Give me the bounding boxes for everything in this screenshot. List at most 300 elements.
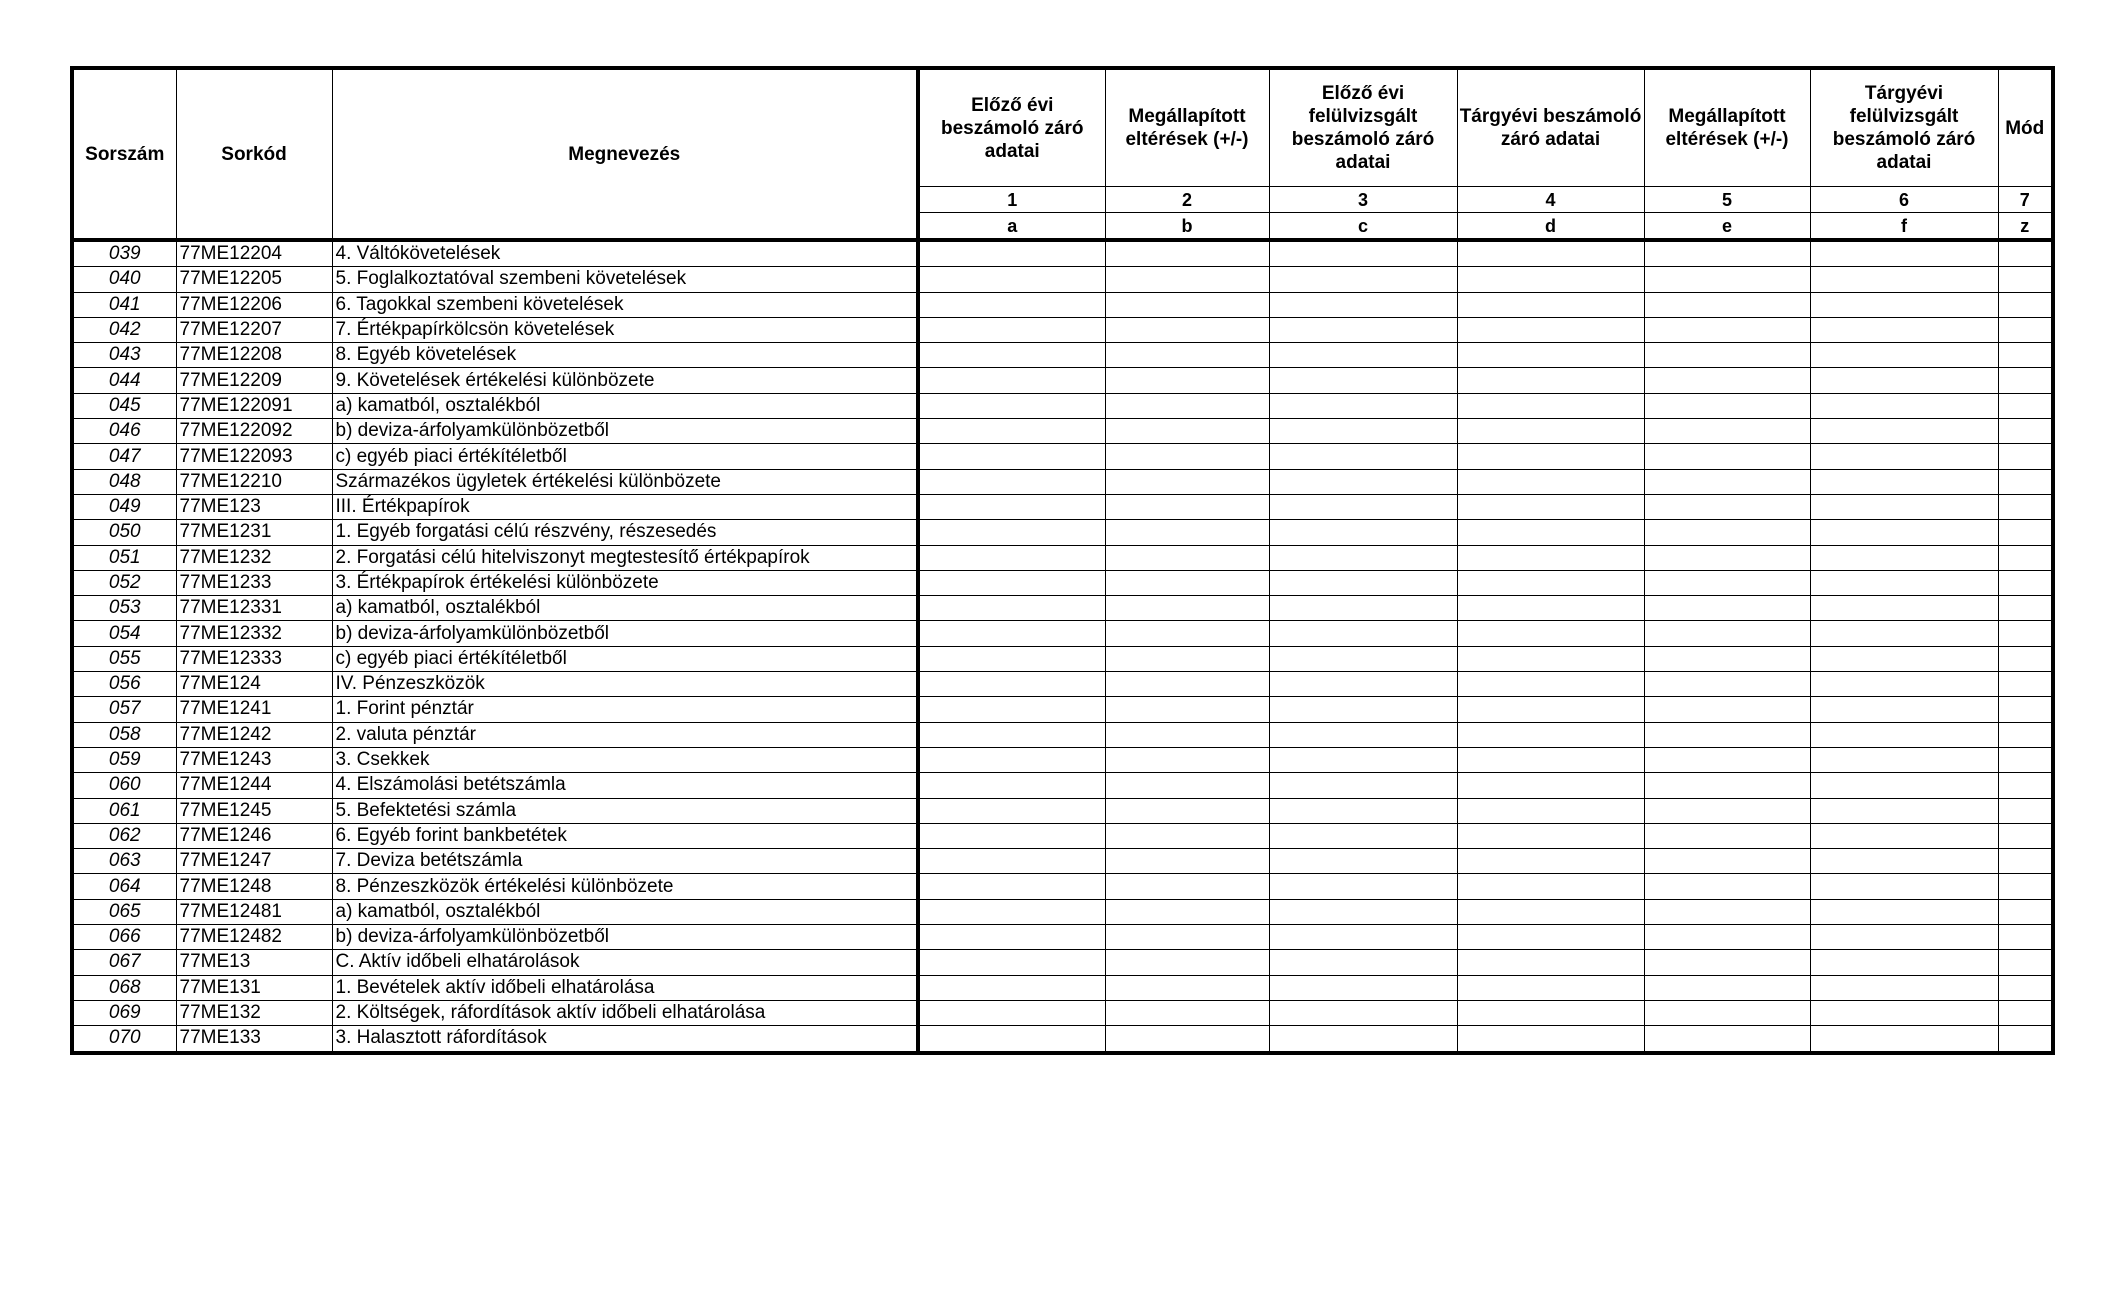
value-cell-b[interactable] — [1105, 672, 1269, 697]
row-sorszam: 052 — [72, 570, 176, 595]
value-cell-b[interactable] — [1105, 545, 1269, 570]
header-letter-a: a — [918, 213, 1105, 241]
value-cell-f[interactable] — [1810, 317, 1998, 342]
value-cell-b[interactable] — [1105, 722, 1269, 747]
value-cell-c[interactable] — [1269, 925, 1457, 950]
value-cell-b[interactable] — [1105, 368, 1269, 393]
value-cell-z[interactable] — [1998, 469, 2053, 494]
value-cell-f[interactable] — [1810, 798, 1998, 823]
value-cell-d[interactable] — [1457, 393, 1644, 418]
value-cell-c[interactable] — [1269, 874, 1457, 899]
value-cell-z[interactable] — [1998, 545, 2053, 570]
value-cell-a[interactable] — [918, 849, 1105, 874]
value-cell-e[interactable] — [1644, 570, 1810, 595]
value-cell-z[interactable] — [1998, 798, 2053, 823]
value-cell-d[interactable] — [1457, 899, 1644, 924]
row-sorszam: 055 — [72, 646, 176, 671]
value-cell-f[interactable] — [1810, 823, 1998, 848]
value-cell-b[interactable] — [1105, 292, 1269, 317]
value-cell-c[interactable] — [1269, 823, 1457, 848]
value-cell-d[interactable] — [1457, 672, 1644, 697]
value-cell-a[interactable] — [918, 393, 1105, 418]
row-sorszam: 070 — [72, 1026, 176, 1053]
value-cell-b[interactable] — [1105, 874, 1269, 899]
value-cell-a[interactable] — [918, 899, 1105, 924]
value-cell-e[interactable] — [1644, 317, 1810, 342]
table-row — [72, 596, 2053, 621]
value-cell-c[interactable] — [1269, 368, 1457, 393]
row-sorszam: 062 — [72, 823, 176, 848]
value-cell-f[interactable] — [1810, 621, 1998, 646]
row-megnevezes: 9. Követelések értékelési különbözete — [332, 368, 918, 393]
value-cell-f[interactable] — [1810, 444, 1998, 469]
header-num-1: 1 — [918, 187, 1105, 213]
value-cell-b[interactable] — [1105, 697, 1269, 722]
value-cell-c[interactable] — [1269, 773, 1457, 798]
value-cell-c[interactable] — [1269, 950, 1457, 975]
table-row — [72, 368, 2053, 393]
table-row — [72, 469, 2053, 494]
value-cell-z[interactable] — [1998, 621, 2053, 646]
row-sorkod: 77ME1233 — [176, 570, 332, 595]
value-cell-f[interactable] — [1810, 773, 1998, 798]
value-cell-c[interactable] — [1269, 292, 1457, 317]
value-cell-a[interactable] — [918, 494, 1105, 519]
value-cell-c[interactable] — [1269, 1000, 1457, 1025]
row-sorszam: 048 — [72, 469, 176, 494]
value-cell-f[interactable] — [1810, 1026, 1998, 1053]
value-cell-b[interactable] — [1105, 393, 1269, 418]
value-cell-d[interactable] — [1457, 469, 1644, 494]
value-cell-f[interactable] — [1810, 596, 1998, 621]
value-cell-b[interactable] — [1105, 621, 1269, 646]
value-cell-e[interactable] — [1644, 773, 1810, 798]
row-sorszam: 065 — [72, 899, 176, 924]
value-cell-e[interactable] — [1644, 469, 1810, 494]
value-cell-e[interactable] — [1644, 798, 1810, 823]
value-cell-c[interactable] — [1269, 722, 1457, 747]
value-cell-f[interactable] — [1810, 874, 1998, 899]
value-cell-a[interactable] — [918, 747, 1105, 772]
value-cell-b[interactable] — [1105, 494, 1269, 519]
value-cell-b[interactable] — [1105, 925, 1269, 950]
value-cell-z[interactable] — [1998, 747, 2053, 772]
value-cell-c[interactable] — [1269, 444, 1457, 469]
value-cell-f[interactable] — [1810, 545, 1998, 570]
value-cell-c[interactable] — [1269, 545, 1457, 570]
table-row — [72, 1000, 2053, 1025]
value-cell-a[interactable] — [918, 621, 1105, 646]
value-cell-f[interactable] — [1810, 722, 1998, 747]
value-cell-f[interactable] — [1810, 899, 1998, 924]
value-cell-a[interactable] — [918, 798, 1105, 823]
value-cell-e[interactable] — [1644, 444, 1810, 469]
value-cell-a[interactable] — [918, 773, 1105, 798]
value-cell-b[interactable] — [1105, 975, 1269, 1000]
value-cell-e[interactable] — [1644, 240, 1810, 267]
value-cell-d[interactable] — [1457, 1000, 1644, 1025]
value-cell-c[interactable] — [1269, 520, 1457, 545]
value-cell-z[interactable] — [1998, 1000, 2053, 1025]
value-cell-b[interactable] — [1105, 570, 1269, 595]
value-cell-e[interactable] — [1644, 747, 1810, 772]
value-cell-b[interactable] — [1105, 849, 1269, 874]
value-cell-z[interactable] — [1998, 722, 2053, 747]
value-cell-c[interactable] — [1269, 899, 1457, 924]
table-row — [72, 925, 2053, 950]
value-cell-c[interactable] — [1269, 267, 1457, 292]
row-megnevezes: a) kamatból, osztalékból — [332, 596, 918, 621]
value-cell-d[interactable] — [1457, 343, 1644, 368]
value-cell-c[interactable] — [1269, 570, 1457, 595]
header-num-2: 2 — [1105, 187, 1269, 213]
value-cell-b[interactable] — [1105, 520, 1269, 545]
table-row — [72, 317, 2053, 342]
value-cell-b[interactable] — [1105, 1000, 1269, 1025]
value-cell-c[interactable] — [1269, 975, 1457, 1000]
value-cell-d[interactable] — [1457, 267, 1644, 292]
row-megnevezes: 2. valuta pénztár — [332, 722, 918, 747]
value-cell-c[interactable] — [1269, 747, 1457, 772]
value-cell-b[interactable] — [1105, 444, 1269, 469]
value-cell-z[interactable] — [1998, 773, 2053, 798]
value-cell-b[interactable] — [1105, 240, 1269, 267]
value-cell-c[interactable] — [1269, 798, 1457, 823]
value-cell-a[interactable] — [918, 722, 1105, 747]
value-cell-a[interactable] — [918, 343, 1105, 368]
table-row — [72, 798, 2053, 823]
value-cell-e[interactable] — [1644, 874, 1810, 899]
value-cell-d[interactable] — [1457, 317, 1644, 342]
value-cell-e[interactable] — [1644, 697, 1810, 722]
value-cell-d[interactable] — [1457, 545, 1644, 570]
table-row — [72, 267, 2053, 292]
value-cell-f[interactable] — [1810, 646, 1998, 671]
row-megnevezes: 6. Tagokkal szembeni követelések — [332, 292, 918, 317]
row-megnevezes: b) deviza-árfolyamkülönbözetből — [332, 925, 918, 950]
value-cell-z[interactable] — [1998, 520, 2053, 545]
value-cell-a[interactable] — [918, 419, 1105, 444]
value-cell-z[interactable] — [1998, 393, 2053, 418]
value-cell-f[interactable] — [1810, 469, 1998, 494]
value-cell-d[interactable] — [1457, 368, 1644, 393]
value-cell-d[interactable] — [1457, 975, 1644, 1000]
value-cell-z[interactable] — [1998, 697, 2053, 722]
value-cell-e[interactable] — [1644, 343, 1810, 368]
value-cell-z[interactable] — [1998, 292, 2053, 317]
value-cell-d[interactable] — [1457, 950, 1644, 975]
row-sorkod: 77ME12210 — [176, 469, 332, 494]
value-cell-z[interactable] — [1998, 570, 2053, 595]
row-sorkod: 77ME1245 — [176, 798, 332, 823]
value-cell-b[interactable] — [1105, 317, 1269, 342]
header-letter-f: f — [1810, 213, 1998, 241]
value-cell-d[interactable] — [1457, 747, 1644, 772]
value-cell-f[interactable] — [1810, 1000, 1998, 1025]
value-cell-b[interactable] — [1105, 343, 1269, 368]
row-megnevezes: 7. Deviza betétszámla — [332, 849, 918, 874]
value-cell-b[interactable] — [1105, 596, 1269, 621]
header-sorkod: Sorkód — [176, 68, 332, 240]
value-cell-b[interactable] — [1105, 773, 1269, 798]
value-cell-f[interactable] — [1810, 697, 1998, 722]
value-cell-d[interactable] — [1457, 570, 1644, 595]
value-cell-f[interactable] — [1810, 292, 1998, 317]
value-cell-f[interactable] — [1810, 672, 1998, 697]
value-cell-d[interactable] — [1457, 494, 1644, 519]
row-megnevezes: 6. Egyéb forint bankbetétek — [332, 823, 918, 848]
value-cell-c[interactable] — [1269, 343, 1457, 368]
value-cell-b[interactable] — [1105, 823, 1269, 848]
value-cell-f[interactable] — [1810, 494, 1998, 519]
value-cell-a[interactable] — [918, 823, 1105, 848]
value-cell-b[interactable] — [1105, 747, 1269, 772]
row-sorszam: 044 — [72, 368, 176, 393]
table-row — [72, 975, 2053, 1000]
value-cell-e[interactable] — [1644, 823, 1810, 848]
value-cell-f[interactable] — [1810, 570, 1998, 595]
value-cell-z[interactable] — [1998, 494, 2053, 519]
value-cell-d[interactable] — [1457, 722, 1644, 747]
value-cell-z[interactable] — [1998, 1026, 2053, 1053]
row-sorszam: 058 — [72, 722, 176, 747]
value-cell-c[interactable] — [1269, 393, 1457, 418]
value-cell-a[interactable] — [918, 697, 1105, 722]
value-cell-f[interactable] — [1810, 975, 1998, 1000]
value-cell-a[interactable] — [918, 292, 1105, 317]
value-cell-a[interactable] — [918, 545, 1105, 570]
value-cell-f[interactable] — [1810, 747, 1998, 772]
value-cell-e[interactable] — [1644, 1000, 1810, 1025]
value-cell-b[interactable] — [1105, 646, 1269, 671]
value-cell-b[interactable] — [1105, 798, 1269, 823]
value-cell-a[interactable] — [918, 925, 1105, 950]
value-cell-e[interactable] — [1644, 494, 1810, 519]
row-sorkod: 77ME1231 — [176, 520, 332, 545]
value-cell-e[interactable] — [1644, 267, 1810, 292]
value-cell-z[interactable] — [1998, 368, 2053, 393]
row-sorszam: 042 — [72, 317, 176, 342]
value-cell-z[interactable] — [1998, 925, 2053, 950]
header-num-4: 4 — [1457, 187, 1644, 213]
value-cell-a[interactable] — [918, 317, 1105, 342]
row-sorkod: 77ME1247 — [176, 849, 332, 874]
row-megnevezes: 3. Halasztott ráfordítások — [332, 1026, 918, 1053]
table-body — [72, 240, 2053, 1053]
value-cell-d[interactable] — [1457, 596, 1644, 621]
value-cell-e[interactable] — [1644, 545, 1810, 570]
value-cell-e[interactable] — [1644, 722, 1810, 747]
row-sorkod: 77ME122093 — [176, 444, 332, 469]
row-megnevezes: III. Értékpapírok — [332, 494, 918, 519]
value-cell-z[interactable] — [1998, 849, 2053, 874]
value-cell-e[interactable] — [1644, 596, 1810, 621]
header-letter-e: e — [1644, 213, 1810, 241]
value-cell-c[interactable] — [1269, 849, 1457, 874]
table-row — [72, 240, 2053, 267]
value-cell-f[interactable] — [1810, 343, 1998, 368]
table-row — [72, 494, 2053, 519]
value-cell-d[interactable] — [1457, 1026, 1644, 1053]
row-megnevezes: b) deviza-árfolyamkülönbözetből — [332, 621, 918, 646]
value-cell-z[interactable] — [1998, 672, 2053, 697]
row-megnevezes: b) deviza-árfolyamkülönbözetből — [332, 419, 918, 444]
value-cell-z[interactable] — [1998, 444, 2053, 469]
value-cell-f[interactable] — [1810, 925, 1998, 950]
table-row — [72, 874, 2053, 899]
value-cell-f[interactable] — [1810, 240, 1998, 267]
value-cell-z[interactable] — [1998, 240, 2053, 267]
value-cell-a[interactable] — [918, 646, 1105, 671]
row-sorszam: 067 — [72, 950, 176, 975]
value-cell-z[interactable] — [1998, 975, 2053, 1000]
row-sorkod: 77ME133 — [176, 1026, 332, 1053]
value-cell-d[interactable] — [1457, 520, 1644, 545]
value-cell-z[interactable] — [1998, 646, 2053, 671]
value-cell-z[interactable] — [1998, 596, 2053, 621]
value-cell-d[interactable] — [1457, 798, 1644, 823]
value-cell-a[interactable] — [918, 1026, 1105, 1053]
value-cell-c[interactable] — [1269, 419, 1457, 444]
value-cell-a[interactable] — [918, 874, 1105, 899]
value-cell-d[interactable] — [1457, 444, 1644, 469]
value-cell-z[interactable] — [1998, 267, 2053, 292]
value-cell-e[interactable] — [1644, 849, 1810, 874]
value-cell-e[interactable] — [1644, 899, 1810, 924]
value-cell-a[interactable] — [918, 570, 1105, 595]
value-cell-e[interactable] — [1644, 292, 1810, 317]
value-cell-c[interactable] — [1269, 596, 1457, 621]
value-cell-f[interactable] — [1810, 849, 1998, 874]
value-cell-a[interactable] — [918, 520, 1105, 545]
value-cell-z[interactable] — [1998, 317, 2053, 342]
value-cell-b[interactable] — [1105, 950, 1269, 975]
value-cell-f[interactable] — [1810, 520, 1998, 545]
value-cell-c[interactable] — [1269, 646, 1457, 671]
row-sorkod: 77ME1232 — [176, 545, 332, 570]
value-cell-f[interactable] — [1810, 950, 1998, 975]
row-megnevezes: c) egyéb piaci értékítéletből — [332, 646, 918, 671]
value-cell-f[interactable] — [1810, 419, 1998, 444]
value-cell-e[interactable] — [1644, 950, 1810, 975]
value-cell-a[interactable] — [918, 950, 1105, 975]
value-cell-e[interactable] — [1644, 368, 1810, 393]
row-sorszam: 054 — [72, 621, 176, 646]
header-col-4: Tárgyévi beszámoló záró adatai — [1457, 68, 1644, 187]
table-row — [72, 722, 2053, 747]
value-cell-c[interactable] — [1269, 240, 1457, 267]
value-cell-c[interactable] — [1269, 494, 1457, 519]
value-cell-a[interactable] — [918, 469, 1105, 494]
row-sorszam: 045 — [72, 393, 176, 418]
row-sorszam: 053 — [72, 596, 176, 621]
value-cell-d[interactable] — [1457, 621, 1644, 646]
value-cell-c[interactable] — [1269, 697, 1457, 722]
value-cell-a[interactable] — [918, 975, 1105, 1000]
balance-sheet-table — [70, 66, 2055, 1055]
table-row — [72, 292, 2053, 317]
value-cell-e[interactable] — [1644, 621, 1810, 646]
value-cell-b[interactable] — [1105, 469, 1269, 494]
value-cell-a[interactable] — [918, 267, 1105, 292]
value-cell-e[interactable] — [1644, 520, 1810, 545]
row-sorkod: 77ME132 — [176, 1000, 332, 1025]
value-cell-c[interactable] — [1269, 672, 1457, 697]
value-cell-f[interactable] — [1810, 368, 1998, 393]
value-cell-d[interactable] — [1457, 773, 1644, 798]
row-megnevezes: C. Aktív időbeli elhatárolások — [332, 950, 918, 975]
row-megnevezes: 3. Csekkek — [332, 747, 918, 772]
table-row — [72, 520, 2053, 545]
value-cell-e[interactable] — [1644, 393, 1810, 418]
row-megnevezes: 4. Elszámolási betétszámla — [332, 773, 918, 798]
table-row — [72, 697, 2053, 722]
value-cell-d[interactable] — [1457, 292, 1644, 317]
header-num-3: 3 — [1269, 187, 1457, 213]
value-cell-d[interactable] — [1457, 646, 1644, 671]
value-cell-c[interactable] — [1269, 621, 1457, 646]
value-cell-a[interactable] — [918, 672, 1105, 697]
value-cell-e[interactable] — [1644, 672, 1810, 697]
table-row — [72, 621, 2053, 646]
value-cell-c[interactable] — [1269, 1026, 1457, 1053]
value-cell-f[interactable] — [1810, 393, 1998, 418]
value-cell-d[interactable] — [1457, 697, 1644, 722]
value-cell-a[interactable] — [918, 1000, 1105, 1025]
row-sorszam: 039 — [72, 240, 176, 267]
value-cell-a[interactable] — [918, 240, 1105, 267]
value-cell-e[interactable] — [1644, 975, 1810, 1000]
value-cell-d[interactable] — [1457, 849, 1644, 874]
value-cell-e[interactable] — [1644, 646, 1810, 671]
value-cell-b[interactable] — [1105, 419, 1269, 444]
table-row — [72, 570, 2053, 595]
row-sorszam: 050 — [72, 520, 176, 545]
value-cell-d[interactable] — [1457, 240, 1644, 267]
header-letter-d: d — [1457, 213, 1644, 241]
value-cell-z[interactable] — [1998, 874, 2053, 899]
row-sorszam: 061 — [72, 798, 176, 823]
row-sorkod: 77ME1248 — [176, 874, 332, 899]
value-cell-a[interactable] — [918, 596, 1105, 621]
value-cell-d[interactable] — [1457, 419, 1644, 444]
value-cell-f[interactable] — [1810, 267, 1998, 292]
value-cell-z[interactable] — [1998, 343, 2053, 368]
value-cell-d[interactable] — [1457, 823, 1644, 848]
value-cell-e[interactable] — [1644, 925, 1810, 950]
table-row — [72, 1026, 2053, 1053]
value-cell-a[interactable] — [918, 444, 1105, 469]
header-sorszam: Sorszám — [72, 68, 176, 240]
value-cell-e[interactable] — [1644, 419, 1810, 444]
value-cell-z[interactable] — [1998, 899, 2053, 924]
table-row — [72, 849, 2053, 874]
value-cell-z[interactable] — [1998, 823, 2053, 848]
value-cell-d[interactable] — [1457, 925, 1644, 950]
value-cell-b[interactable] — [1105, 267, 1269, 292]
value-cell-e[interactable] — [1644, 1026, 1810, 1053]
value-cell-z[interactable] — [1998, 419, 2053, 444]
row-sorszam: 069 — [72, 1000, 176, 1025]
value-cell-a[interactable] — [918, 368, 1105, 393]
value-cell-b[interactable] — [1105, 1026, 1269, 1053]
value-cell-c[interactable] — [1269, 317, 1457, 342]
value-cell-b[interactable] — [1105, 899, 1269, 924]
value-cell-c[interactable] — [1269, 469, 1457, 494]
table-row — [72, 950, 2053, 975]
value-cell-d[interactable] — [1457, 874, 1644, 899]
value-cell-z[interactable] — [1998, 950, 2053, 975]
